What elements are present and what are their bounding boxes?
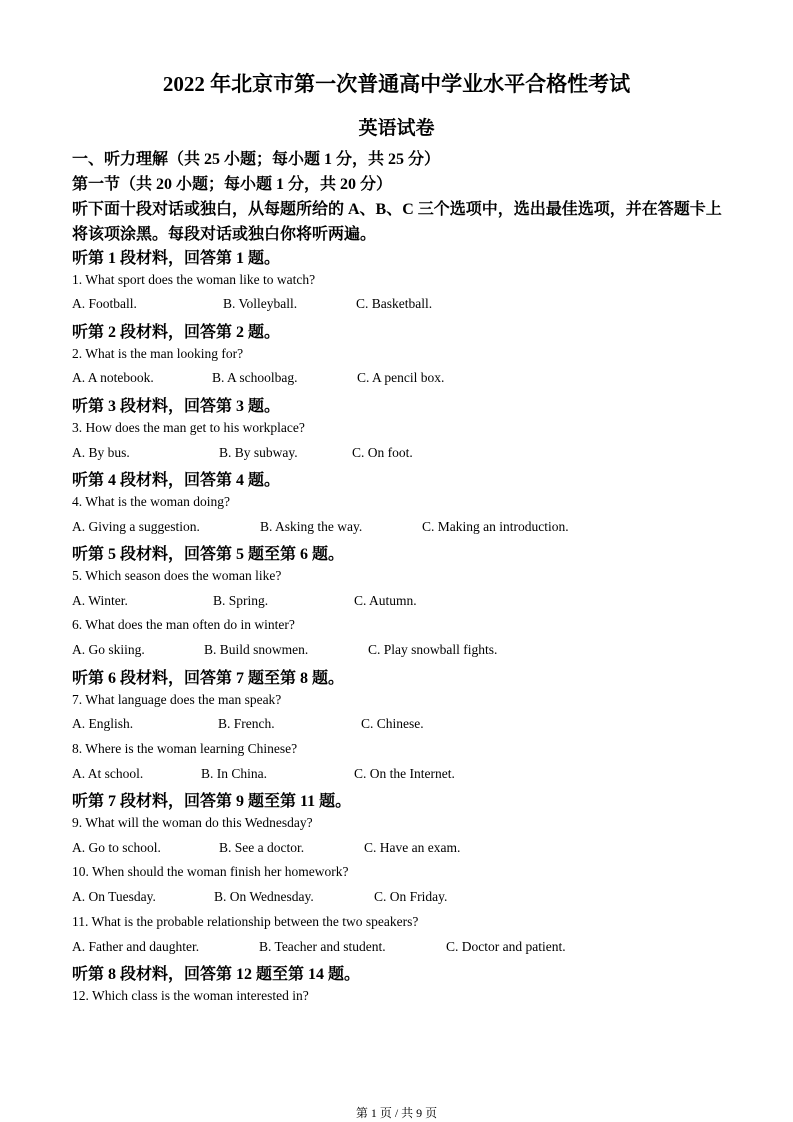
option-c: C. Making an introduction.	[422, 519, 569, 534]
option-c: C. A pencil box.	[357, 370, 445, 385]
option-b: B. See a doctor.	[219, 840, 305, 855]
question-text: 1. What sport does the woman like to watch?	[72, 272, 316, 287]
option-a: A. Father and daughter.	[72, 939, 200, 954]
option-b: B. Teacher and student.	[259, 939, 386, 954]
material-heading: 听第 5 段材料，回答第 5 题至第 6 题。	[72, 546, 345, 563]
option-b: B. Build snowmen.	[204, 642, 309, 657]
option-a: A. Go skiing.	[72, 642, 145, 657]
question-text: 7. What language does the man speak?	[72, 692, 282, 707]
option-c: C. Autumn.	[354, 593, 417, 608]
option-c: C. Have an exam.	[364, 840, 461, 855]
option-c: C. On Friday.	[374, 889, 448, 904]
option-c: C. On the Internet.	[354, 766, 455, 781]
option-c: C. Doctor and patient.	[446, 939, 566, 954]
instruction-line-2: 将该项涂黑。每段对话或独白你将听两遍。	[72, 226, 377, 243]
option-a: A. A notebook.	[72, 370, 154, 385]
option-c: C. Play snowball fights.	[368, 642, 498, 657]
option-c: C. On foot.	[352, 445, 413, 460]
option-a: A. Go to school.	[72, 840, 161, 855]
part-heading: 一、听力理解（共 25 小题；每小题 1 分，共 25 分）	[72, 151, 441, 168]
question-text: 12. Which class is the woman interested in?	[72, 988, 309, 1003]
material-heading: 听第 8 段材料，回答第 12 题至第 14 题。	[72, 966, 361, 983]
question-text: 4. What is the woman doing?	[72, 494, 230, 509]
instruction-line-1: 听下面十段对话或独白，从每题所给的 A、B、C 三个选项中，选出最佳选项，并在答题卡上	[72, 201, 722, 218]
material-heading: 听第 3 段材料，回答第 3 题。	[72, 398, 281, 415]
option-a: A. On Tuesday.	[72, 889, 156, 904]
option-b: B. Volleyball.	[223, 296, 298, 311]
option-b: B. Asking the way.	[260, 519, 363, 534]
page-number: 第 1 页 / 共 9 页	[355, 1106, 438, 1120]
option-a: A. By bus.	[72, 445, 130, 460]
question-text: 3. How does the man get to his workplace?	[72, 420, 305, 435]
option-b: B. On Wednesday.	[214, 889, 314, 904]
option-b: B. A schoolbag.	[212, 370, 298, 385]
exam-subtitle: 英语试卷	[358, 118, 435, 139]
option-a: A. English.	[72, 716, 134, 731]
material-heading: 听第 4 段材料，回答第 4 题。	[72, 472, 281, 489]
question-text: 8. Where is the woman learning Chinese?	[72, 741, 298, 756]
section-heading: 第一节（共 20 小题；每小题 1 分，共 20 分）	[72, 176, 393, 193]
material-heading: 听第 6 段材料，回答第 7 题至第 8 题。	[72, 670, 345, 687]
material-heading: 听第 7 段材料，回答第 9 题至第 11 题。	[72, 793, 352, 810]
material-heading: 听第 1 段材料，回答第 1 题。	[72, 250, 281, 267]
option-b: B. Spring.	[213, 593, 269, 608]
option-a: A. Winter.	[72, 593, 128, 608]
option-b: B. By subway.	[219, 445, 298, 460]
question-text: 5. Which season does the woman like?	[72, 568, 282, 583]
question-text: 6. What does the man often do in winter?	[72, 617, 295, 632]
option-c: C. Chinese.	[361, 716, 424, 731]
option-a: A. Giving a suggestion.	[72, 519, 200, 534]
question-text: 9. What will the woman do this Wednesday?	[72, 815, 313, 830]
option-b: B. French.	[218, 716, 275, 731]
option-c: C. Basketball.	[356, 296, 433, 311]
question-text: 11. What is the probable relationship between the two speakers?	[72, 914, 419, 929]
question-text: 2. What is the man looking for?	[72, 346, 244, 361]
material-heading: 听第 2 段材料，回答第 2 题。	[72, 324, 281, 341]
option-a: A. Football.	[72, 296, 137, 311]
option-b: B. In China.	[201, 766, 267, 781]
exam-title: 2022 年北京市第一次普通高中学业水平合格性考试	[162, 72, 631, 96]
option-a: A. At school.	[72, 766, 144, 781]
question-text: 10. When should the woman finish her homework?	[72, 864, 349, 879]
